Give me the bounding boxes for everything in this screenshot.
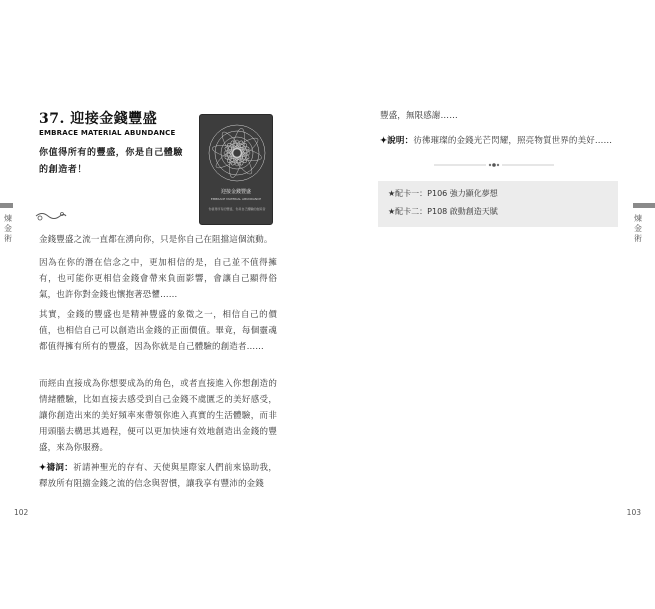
page-number-left: 102 xyxy=(14,508,29,517)
card-reference-box xyxy=(378,181,618,227)
paragraph-4: 而經由直接成為你想要成為的角色，或者直接進入你想創造的情緒體驗，比如直接去感受到自己金錢不虞匱乏的美好感受，讓你創造出來的美好頻率來帶領你進入真實的生活體驗，而非用頭腦去構思其過程，便可以更加快速有效地創造出金錢的豐盛，來為你服務。 xyxy=(39,379,277,453)
note-paragraph xyxy=(380,133,620,149)
paragraph-2: 因為在你的潛在信念之中，更加相信的是，自己並不值得擁有，也可能你更相信金錢會帶來負面影響，會讓自己顯得俗氣，也許你對金錢也懷抱著恐懼…… xyxy=(39,258,277,300)
card-title: 迎接金錢豐盛 xyxy=(220,189,251,195)
prayer-text: 祈請神聖光的存有、天使與星際家人們前來協助我，釋放所有阻擋金錢之流的信念與習慣，讓我享有豐沛的金錢 xyxy=(39,463,277,489)
oracle-card-image xyxy=(199,114,273,225)
note-text: 彷彿璀璨的金錢光芒閃耀，照亮物質世界的美好…… xyxy=(413,136,613,146)
english-subtitle: EMBRACE MATERIAL ABUNDANCE xyxy=(39,129,176,137)
note-label: ✦說明： xyxy=(380,136,414,146)
paragraph-1: 金錢豐盛之流一直都在湧向你，只是你自己在阻擋這個流動。 xyxy=(39,235,273,245)
left-side-label: 煉金術 xyxy=(4,214,12,243)
prayer-paragraph xyxy=(39,460,277,492)
card-reference-1: ★配卡一：P106 強力顯化夢想 xyxy=(388,189,498,198)
tagline: 你值得所有的豐盛，你是自己體驗的創造者！ xyxy=(39,148,184,175)
ornament-icon xyxy=(34,210,68,222)
paragraph-3: 其實，金錢的豐盛也是精神豐盛的象徵之一，相信自己的價值，也相信自己可以創造出金錢的正面價值。畢竟，每個靈魂都值得擁有所有的豐盛，因為你就是自己體驗的創造者…… xyxy=(39,310,277,352)
right-side-tab xyxy=(633,203,655,208)
page-title: 37. 迎接金錢豐盛 xyxy=(39,111,158,127)
left-side-tab xyxy=(0,203,13,208)
card-reference-2: ★配卡二：P108 啟動創造天賦 xyxy=(388,207,498,216)
continuation-text: 豐盛，無限感謝…… xyxy=(380,111,458,121)
card-subtitle: EMBRACE MATERIAL ABUNDANCE xyxy=(210,197,262,201)
page-number-right: 103 xyxy=(626,508,641,517)
card-body-text: 你值得所有的豐盛，你是自己體驗的創造者 xyxy=(208,207,266,211)
right-side-label: 煉金術 xyxy=(634,214,642,243)
divider-ornament-icon xyxy=(434,162,554,168)
prayer-label: ✦禱詞： xyxy=(39,463,74,473)
